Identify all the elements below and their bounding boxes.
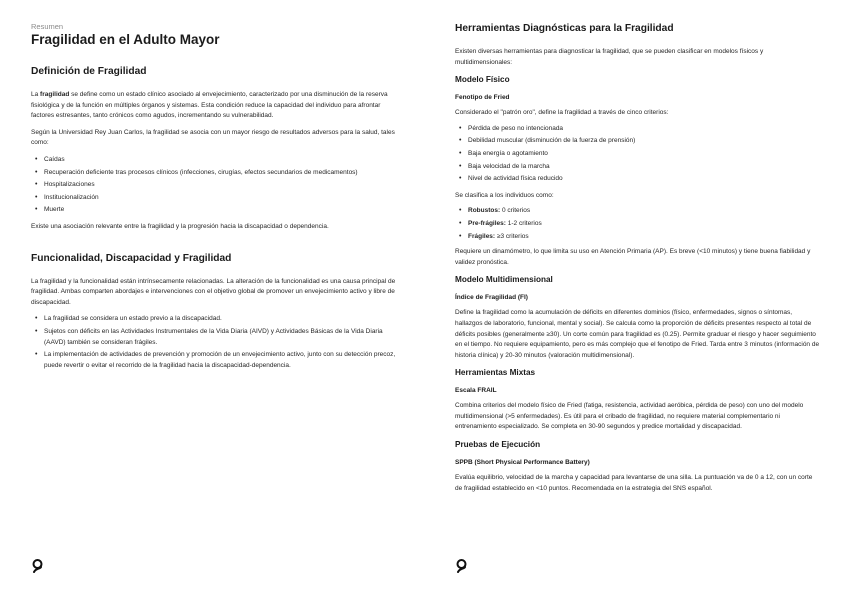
brand-logo-icon xyxy=(455,559,468,573)
section-heading-definicion: Definición de Fragilidad xyxy=(31,66,147,77)
subsection-heading-mixtas: Herramientas Mixtas xyxy=(455,368,536,378)
subsection-heading-multidimensional: Modelo Multidimensional xyxy=(455,275,553,285)
definicion-paragraph-2: Según la Universidad Rey Juan Carlos, la fragilidad se asocia con un mayor riesgo de resultados adversos para la salud, tales como: xyxy=(31,128,395,147)
tool-heading-sppb: SPPB (Short Physical Performance Battery) xyxy=(455,459,590,467)
list-item xyxy=(455,232,821,243)
left-page-content xyxy=(31,22,399,371)
list-item: • Baja velocidad de la marcha xyxy=(455,162,821,173)
definicion-paragraph-1 xyxy=(31,90,399,122)
eyebrow-label: Resumen xyxy=(31,22,64,31)
list-item: • Nivel de actividad física reducido xyxy=(455,174,821,185)
funcionalidad-list xyxy=(31,314,399,371)
tool-heading-fried: Fenotipo de Fried xyxy=(455,94,510,102)
fried-criteria-list xyxy=(455,124,821,185)
fried-paragraph-3: Requiere un dinamómetro, lo que limita su uso en Atención Primaria (AP). Es breve (<10 minutos) y tiene buena fiabilidad y validez pronóstica. xyxy=(455,248,811,266)
funcionalidad-paragraph-1: La fragilidad y la funcionalidad están intrínsecamente relacionadas. La alteración de la funcionalidad es una causa principal de fragilidad. Ambas comparten abordajes e intervenciones con el objetivo global de promover un envejecimiento activo y libre de discapacidad. xyxy=(31,277,396,306)
list-item: • Hospitalizaciones xyxy=(31,180,399,191)
sppb-paragraph: Evalúa equilibrio, velocidad de la marcha y capacidad para levantarse de una silla. La puntuación va de 0 a 12, con un corte de fragilidad establecido en <10 puntos. Recomendada en la estrategia del SNS español. xyxy=(455,474,813,492)
right-page xyxy=(424,0,848,600)
class-term: Frágiles: xyxy=(468,232,496,240)
list-item: • Institucionalización xyxy=(31,193,399,204)
class-text: ≥3 criterios xyxy=(495,232,529,240)
tool-heading-frail: Escala FRAIL xyxy=(455,387,497,395)
list-item: • La implementación de actividades de prevención y promoción de un envejecimiento activo, junto con su detección precoz, puede revertir o evitar el recorrido de la fragilidad hacia la discapacidad-dependencia. xyxy=(31,350,399,371)
fried-paragraph-2: Se clasifica a los individuos como: xyxy=(455,191,554,199)
tool-heading-fi: Índice de Fragilidad (FI) xyxy=(455,294,528,302)
class-term: Pre-frágiles: xyxy=(468,219,506,227)
list-item: • Baja energía o agotamiento xyxy=(455,149,821,160)
right-page-content xyxy=(455,22,821,494)
definicion-paragraph-3: Existe una asociación relevante entre la fragilidad y la progresión hacia la discapacidad o dependencia. xyxy=(31,222,329,230)
list-item: • Muerte xyxy=(31,205,399,216)
subsection-heading-ejecucion: Pruebas de Ejecución xyxy=(455,440,541,450)
brand-logo-icon xyxy=(31,559,44,573)
list-item xyxy=(455,219,821,230)
list-item: • Pérdida de peso no intencionada xyxy=(455,124,821,135)
class-text: 0 criterios xyxy=(500,207,531,215)
herramientas-intro: Existen diversas herramientas para diagnosticar la fragilidad, que se pueden clasificar en modelos físicos y multidimensionales: xyxy=(455,48,764,66)
adverse-outcomes-list xyxy=(31,155,399,216)
list-item: • Caídas xyxy=(31,155,399,166)
fi-paragraph: Define la fragilidad como la acumulación de déficits en diferentes dominios (físico, enfermedades, signos o síntomas, hallazgos de laboratorio, funcional, mental y social). Se calcula como la proporción de déficits presentes respecto al total de déficits posibles (generalmente ≥30). Un corte común para fragilidad es (0.25). Permite graduar el riesgo y hacer seguimiento en el tiempo. No requiere equipamiento, pero es más complejo que el fenotipo de Fried. Tarda entre 3 minutos (información de historia clínica) y 20-30 minutos (valoración multidimensional). xyxy=(455,309,820,359)
list-item: • Recuperación deficiente tras procesos clínicos (infecciones, cirugías, efectos secundarios de medicamentos) xyxy=(31,168,399,179)
page-title: Fragilidad en el Adulto Mayor xyxy=(31,32,220,47)
list-item: • La fragilidad se considera un estado previo a la discapacidad. xyxy=(31,314,399,325)
text-run: se define como un estado clínico asociado al envejecimiento, caracterizado por una disminución de la reserva fisiológica y de la función en múltiples órganos y sistemas. Esta condición reduce la capacidad del individuo para afrontar factores estresantes, tanto crónicos como agudos, incrementando su vulnerabilidad. xyxy=(31,91,388,120)
text-run: La xyxy=(31,91,41,98)
list-item: • Sujetos con déficits en las Actividades Instrumentales de la Vida Diaria (AIVD) y Actividades Básicas de la Vida Diaria (AAVD) también se consideran frágiles. xyxy=(31,327,399,348)
frail-paragraph: Combina criterios del modelo físico de Fried (fatiga, resistencia, actividad aeróbica, pérdida de peso) con uno del modelo multidimensional (>5 enfermedades). Es útil para el cribado de fragilidad, no requiere material complementario ni entrenamiento especializado. Se completa en 30-90 segundos y predice mortalidad y discapacidad. xyxy=(455,402,804,431)
class-term: Robustos: xyxy=(468,207,501,215)
section-heading-funcionalidad: Funcionalidad, Discapacidad y Fragilidad xyxy=(31,252,232,264)
fried-paragraph-1: Considerado el "patrón oro", define la fragilidad a través de cinco criterios: xyxy=(455,109,669,117)
class-text: 1-2 criterios xyxy=(505,219,542,227)
section-heading-herramientas: Herramientas Diagnósticas para la Fragilidad xyxy=(455,23,674,34)
fried-classes-list xyxy=(455,206,821,242)
bold-term: fragilidad xyxy=(40,91,70,98)
list-item xyxy=(455,206,821,217)
list-item: • Debilidad muscular (disminución de la fuerza de prensión) xyxy=(455,136,821,147)
subsection-heading-modelo-fisico: Modelo Físico xyxy=(455,75,510,85)
